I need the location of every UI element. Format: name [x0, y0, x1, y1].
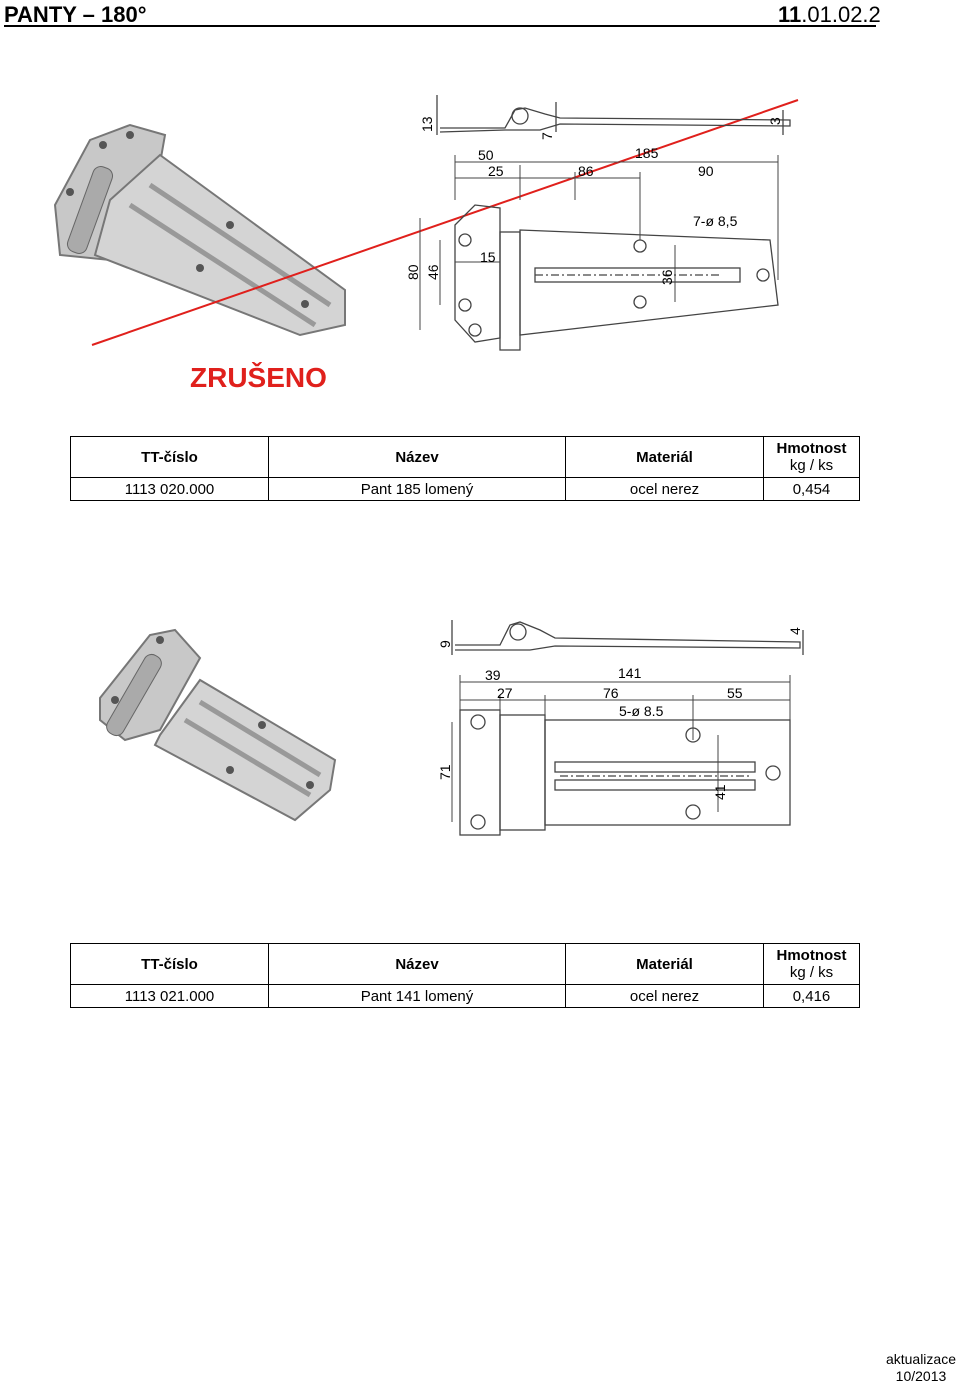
hinge-185-side-view: [437, 95, 790, 135]
dim-185: 185: [635, 145, 659, 161]
dim-41: 41: [712, 784, 728, 800]
table-row: [71, 985, 860, 1008]
update-date: 10/2013: [895, 1368, 947, 1384]
col-material: Materiál: [566, 437, 764, 478]
dim-46: 46: [425, 264, 441, 280]
dim-71: 71: [437, 764, 453, 780]
hinge-141-figure: [0, 590, 960, 910]
page-title: PANTY – 180°: [4, 2, 147, 27]
dim-80: 80: [405, 264, 421, 280]
cell-material: ocel nerez: [566, 985, 764, 1008]
header-divider: [4, 25, 876, 27]
dim-36: 36: [659, 269, 675, 285]
cell-weight: 0,416: [764, 985, 860, 1008]
catalog-code-rest: .01.02.2: [801, 2, 881, 27]
col-number: TT-číslo: [71, 437, 269, 478]
cell-name: Pant 141 lomený: [269, 985, 566, 1008]
col-number: TT-číslo: [71, 944, 269, 985]
dim-13: 13: [419, 116, 435, 132]
update-label: aktualizace: [885, 1351, 956, 1367]
dim-39: 39: [485, 667, 501, 683]
holes-spec-2: 5-ø 8.5: [619, 703, 664, 719]
dim-50: 50: [478, 147, 494, 163]
dim-3: 3: [767, 117, 783, 125]
col-weight-label: Hmotnost: [776, 440, 847, 457]
cell-name: Pant 185 lomený: [269, 478, 566, 501]
dim-25: 25: [488, 163, 504, 179]
col-weight: [764, 437, 860, 478]
hinge-185-photo: [55, 125, 345, 335]
canceled-label: ZRUŠENO: [190, 362, 327, 393]
col-weight-unit: kg / ks: [789, 964, 834, 981]
update-note: [886, 1351, 956, 1385]
col-weight: [764, 944, 860, 985]
col-name: Název: [269, 944, 566, 985]
spec-table-1: [70, 436, 860, 501]
holes-spec: 7-ø 8,5: [693, 213, 738, 229]
col-name: Název: [269, 437, 566, 478]
cell-number: 1113 020.000: [71, 478, 269, 501]
dim-90: 90: [698, 163, 714, 179]
col-weight-label: Hmotnost: [776, 947, 847, 964]
dim-27: 27: [497, 685, 513, 701]
catalog-code-main: 11: [778, 2, 802, 27]
hinge-141-plan-view: [460, 710, 790, 835]
cell-material: ocel nerez: [566, 478, 764, 501]
col-weight-unit: kg / ks: [789, 457, 834, 474]
hinge-185-figure: [0, 80, 960, 410]
dim-55: 55: [727, 685, 743, 701]
cell-number: 1113 021.000: [71, 985, 269, 1008]
table-row: [71, 478, 860, 501]
dim-76: 76: [603, 685, 619, 701]
cell-weight: 0,454: [764, 478, 860, 501]
col-material: Materiál: [566, 944, 764, 985]
hinge-141-photo: [100, 630, 335, 820]
dim-86: 86: [578, 163, 594, 179]
dim-9: 9: [437, 640, 453, 648]
spec-table-2: [70, 943, 860, 1008]
dim-7: 7: [539, 132, 555, 140]
dim-15: 15: [480, 249, 496, 265]
hinge-141-side-view: [452, 620, 803, 655]
dim-4: 4: [787, 627, 803, 635]
dim-141: 141: [618, 665, 642, 681]
